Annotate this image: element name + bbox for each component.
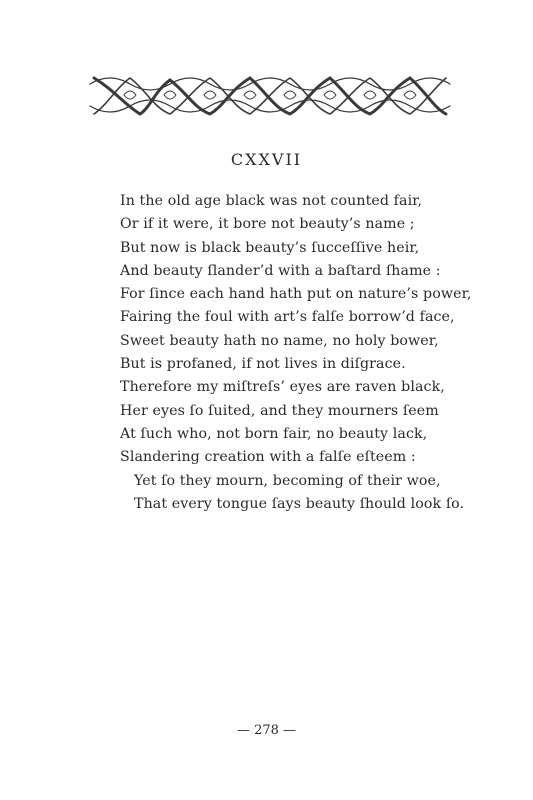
sonnet-title: CXXVII bbox=[230, 150, 303, 169]
page-number: — 278 — bbox=[236, 723, 297, 738]
poem-line: For ſince each hand hath put on nature’s power, bbox=[120, 286, 472, 303]
sonnet-body bbox=[120, 190, 520, 516]
poem-line: But now is black beauty’s ſucceſſive heir, bbox=[120, 239, 420, 256]
poem-line: But is profaned, if not lives in diſgrace. bbox=[120, 356, 406, 373]
flourish-ornament-icon bbox=[84, 70, 454, 120]
poem-line: Sweet beauty hath no name, no holy bower, bbox=[120, 332, 439, 349]
poem-line: Fairing the foul with art’s falſe borrow’d face, bbox=[120, 309, 455, 326]
poem-line: And beauty ſlander’d with a baſtard ſhame : bbox=[120, 262, 441, 279]
poem-line: Or if it were, it bore not beauty’s name ; bbox=[120, 216, 415, 233]
poem-line: Her eyes ſo ſuited, and they mourners ſeem bbox=[120, 402, 439, 419]
poem-line: In the old age black was not counted fair, bbox=[120, 193, 423, 209]
poem-line: At ſuch who, not born fair, no beauty lack, bbox=[120, 425, 428, 442]
poem-line: Therefore my miſtreſs’ eyes are raven black, bbox=[120, 379, 445, 396]
poem-line: Slandering creation with a falſe eſteem : bbox=[120, 449, 416, 466]
couplet-line: Yet ſo they mourn, becoming of their woe, bbox=[134, 472, 441, 489]
couplet-line: That every tongue ſays beauty ſhould look ſo. bbox=[134, 495, 465, 512]
